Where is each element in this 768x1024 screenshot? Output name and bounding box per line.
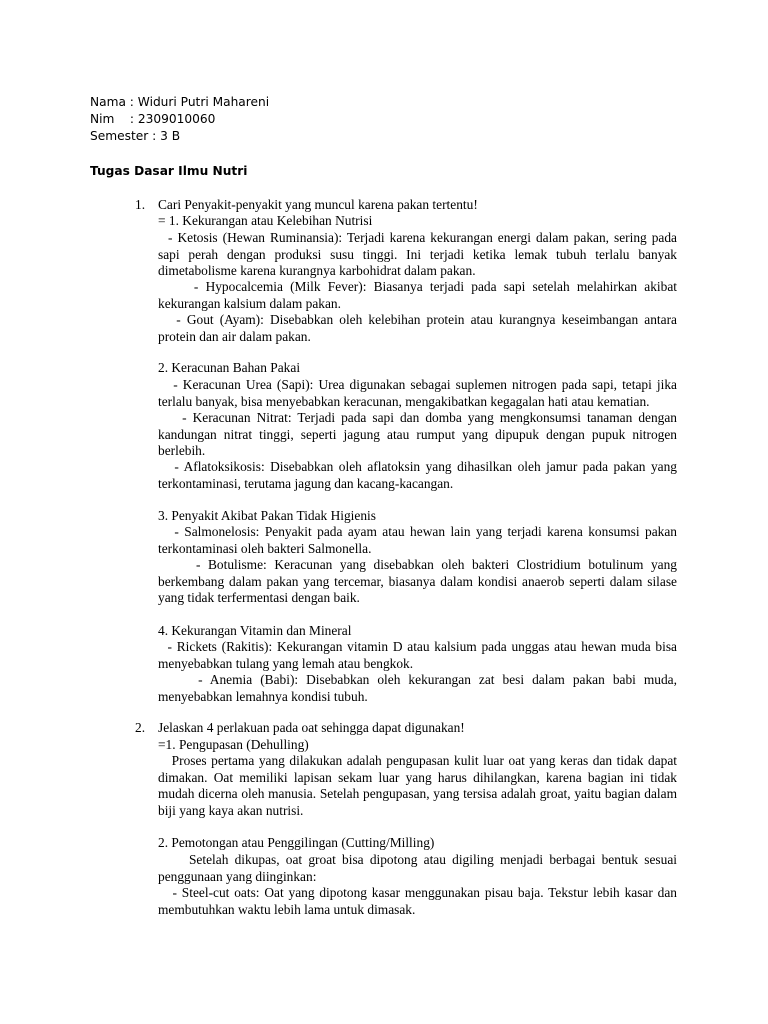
- q2-steel-cut-paragraph: - Steel-cut oats: Oat yang dipotong kasar menggunakan pisau baja. Tekstur lebih kasar dan membutuhkan waktu lebih lama untuk dimasak.: [158, 885, 681, 917]
- student-semester: Semester : 3 B: [90, 129, 181, 143]
- question-2-text: Jelaskan 4 perlakuan pada oat sehingga dapat digunakan!: [158, 720, 465, 735]
- q2-section-1-heading: =1. Pengupasan (Dehulling): [158, 737, 309, 752]
- q1-hypocalcemia-paragraph: - Hypocalcemia (Milk Fever): Biasanya terjadi pada sapi setelah melahirkan akibat kekurangan kalsium dalam pakan.: [158, 279, 681, 311]
- q2-section-2-heading: 2. Pemotongan atau Penggilingan (Cutting/Milling): [158, 835, 435, 850]
- q1-botulisme-paragraph: - Botulisme: Keracunan yang disebabkan oleh bakteri Clostridium botulinum yang berkembang dalam pakan yang tercemar, biasanya dalam kondisi anaerob seperti dalam silase yang tidak terfermentasi dengan baik.: [158, 557, 681, 605]
- q1-aflatoksikosis-paragraph: - Aflatoksikosis: Disebabkan oleh aflatoksin yang dihasilkan oleh jamur pada pakan yang terkontaminasi, terutama jagung dan kacang-kacangan.: [158, 459, 681, 491]
- q1-salmonelosis-paragraph: - Salmonelosis: Penyakit pada ayam atau hewan lain yang terjadi karena konsumsi pakan terkontaminasi oleh bakteri Salmonella.: [158, 524, 681, 556]
- q1-rickets-paragraph: - Rickets (Rakitis): Kekurangan vitamin D atau kalsium pada unggas atau hewan muda bisa menyebabkan tulang yang lemah atau bengkok.: [158, 639, 681, 671]
- q1-urea-paragraph: - Keracunan Urea (Sapi): Urea digunakan sebagai suplemen nitrogen pada sapi, tetapi jika terlalu banyak, bisa menyebabkan keracunan, mengakibatkan kegagalan hati atau kematian.: [158, 377, 681, 409]
- assignment-title: Tugas Dasar Ilmu Nutri: [90, 164, 248, 178]
- question-2-number: 2.: [135, 720, 146, 735]
- q1-ketosis-paragraph: - Ketosis (Hewan Ruminansia): Terjadi karena kekurangan energi dalam pakan, sering pada sapi perah dengan produksi susu tinggi. Ini terjadi ketika lemak tubuh terlalu banyak dimetabolisme karena kurangnya karbohidrat dalam pakan.: [158, 230, 681, 278]
- student-name: Nama : Widuri Putri Mahareni: [90, 95, 270, 109]
- q1-gout-paragraph: - Gout (Ayam): Disebabkan oleh kelebihan protein atau kurangnya keseimbangan antara protein dan air dalam pakan.: [158, 312, 681, 344]
- q2-dehulling-paragraph: Proses pertama yang dilakukan adalah pengupasan kulit luar oat yang keras dan tidak dapat dimakan. Oat memiliki lapisan sekam luar yang harus dihilangkan, karena bagian ini tidak mudah dicerna oleh manusia. Setelah pengupasan, yang tersisa adalah groat, yaitu bagian dalam biji yang kaya akan nutrisi.: [158, 753, 681, 818]
- q2-milling-paragraph: Setelah dikupas, oat groat bisa dipotong atau digiling menjadi berbagai bentuk sesuai penggunaan yang diinginkan:: [158, 852, 681, 884]
- q1-section-1-heading: = 1. Kekurangan atau Kelebihan Nutrisi: [158, 213, 373, 228]
- q1-section-4-heading: 4. Kekurangan Vitamin dan Mineral: [158, 623, 352, 638]
- question-1-text: Cari Penyakit-penyakit yang muncul karena pakan tertentu!: [158, 197, 478, 212]
- student-nim: Nim : 2309010060: [90, 112, 216, 126]
- q1-section-3-heading: 3. Penyakit Akibat Pakan Tidak Higienis: [158, 508, 376, 523]
- question-1-number: 1.: [135, 197, 146, 212]
- q1-nitrat-paragraph: - Keracunan Nitrat: Terjadi pada sapi dan domba yang mengkonsumsi tanaman dengan kandungan nitrat tinggi, seperti jagung atau rumput yang dipupuk dengan pupuk nitrogen berlebih.: [158, 410, 681, 458]
- q1-anemia-paragraph: - Anemia (Babi): Disebabkan oleh kekurangan zat besi dalam pakan babi muda, menyebabkan lemahnya kondisi tubuh.: [158, 672, 681, 704]
- q1-section-2-heading: 2. Keracunan Bahan Pakai: [158, 360, 301, 375]
